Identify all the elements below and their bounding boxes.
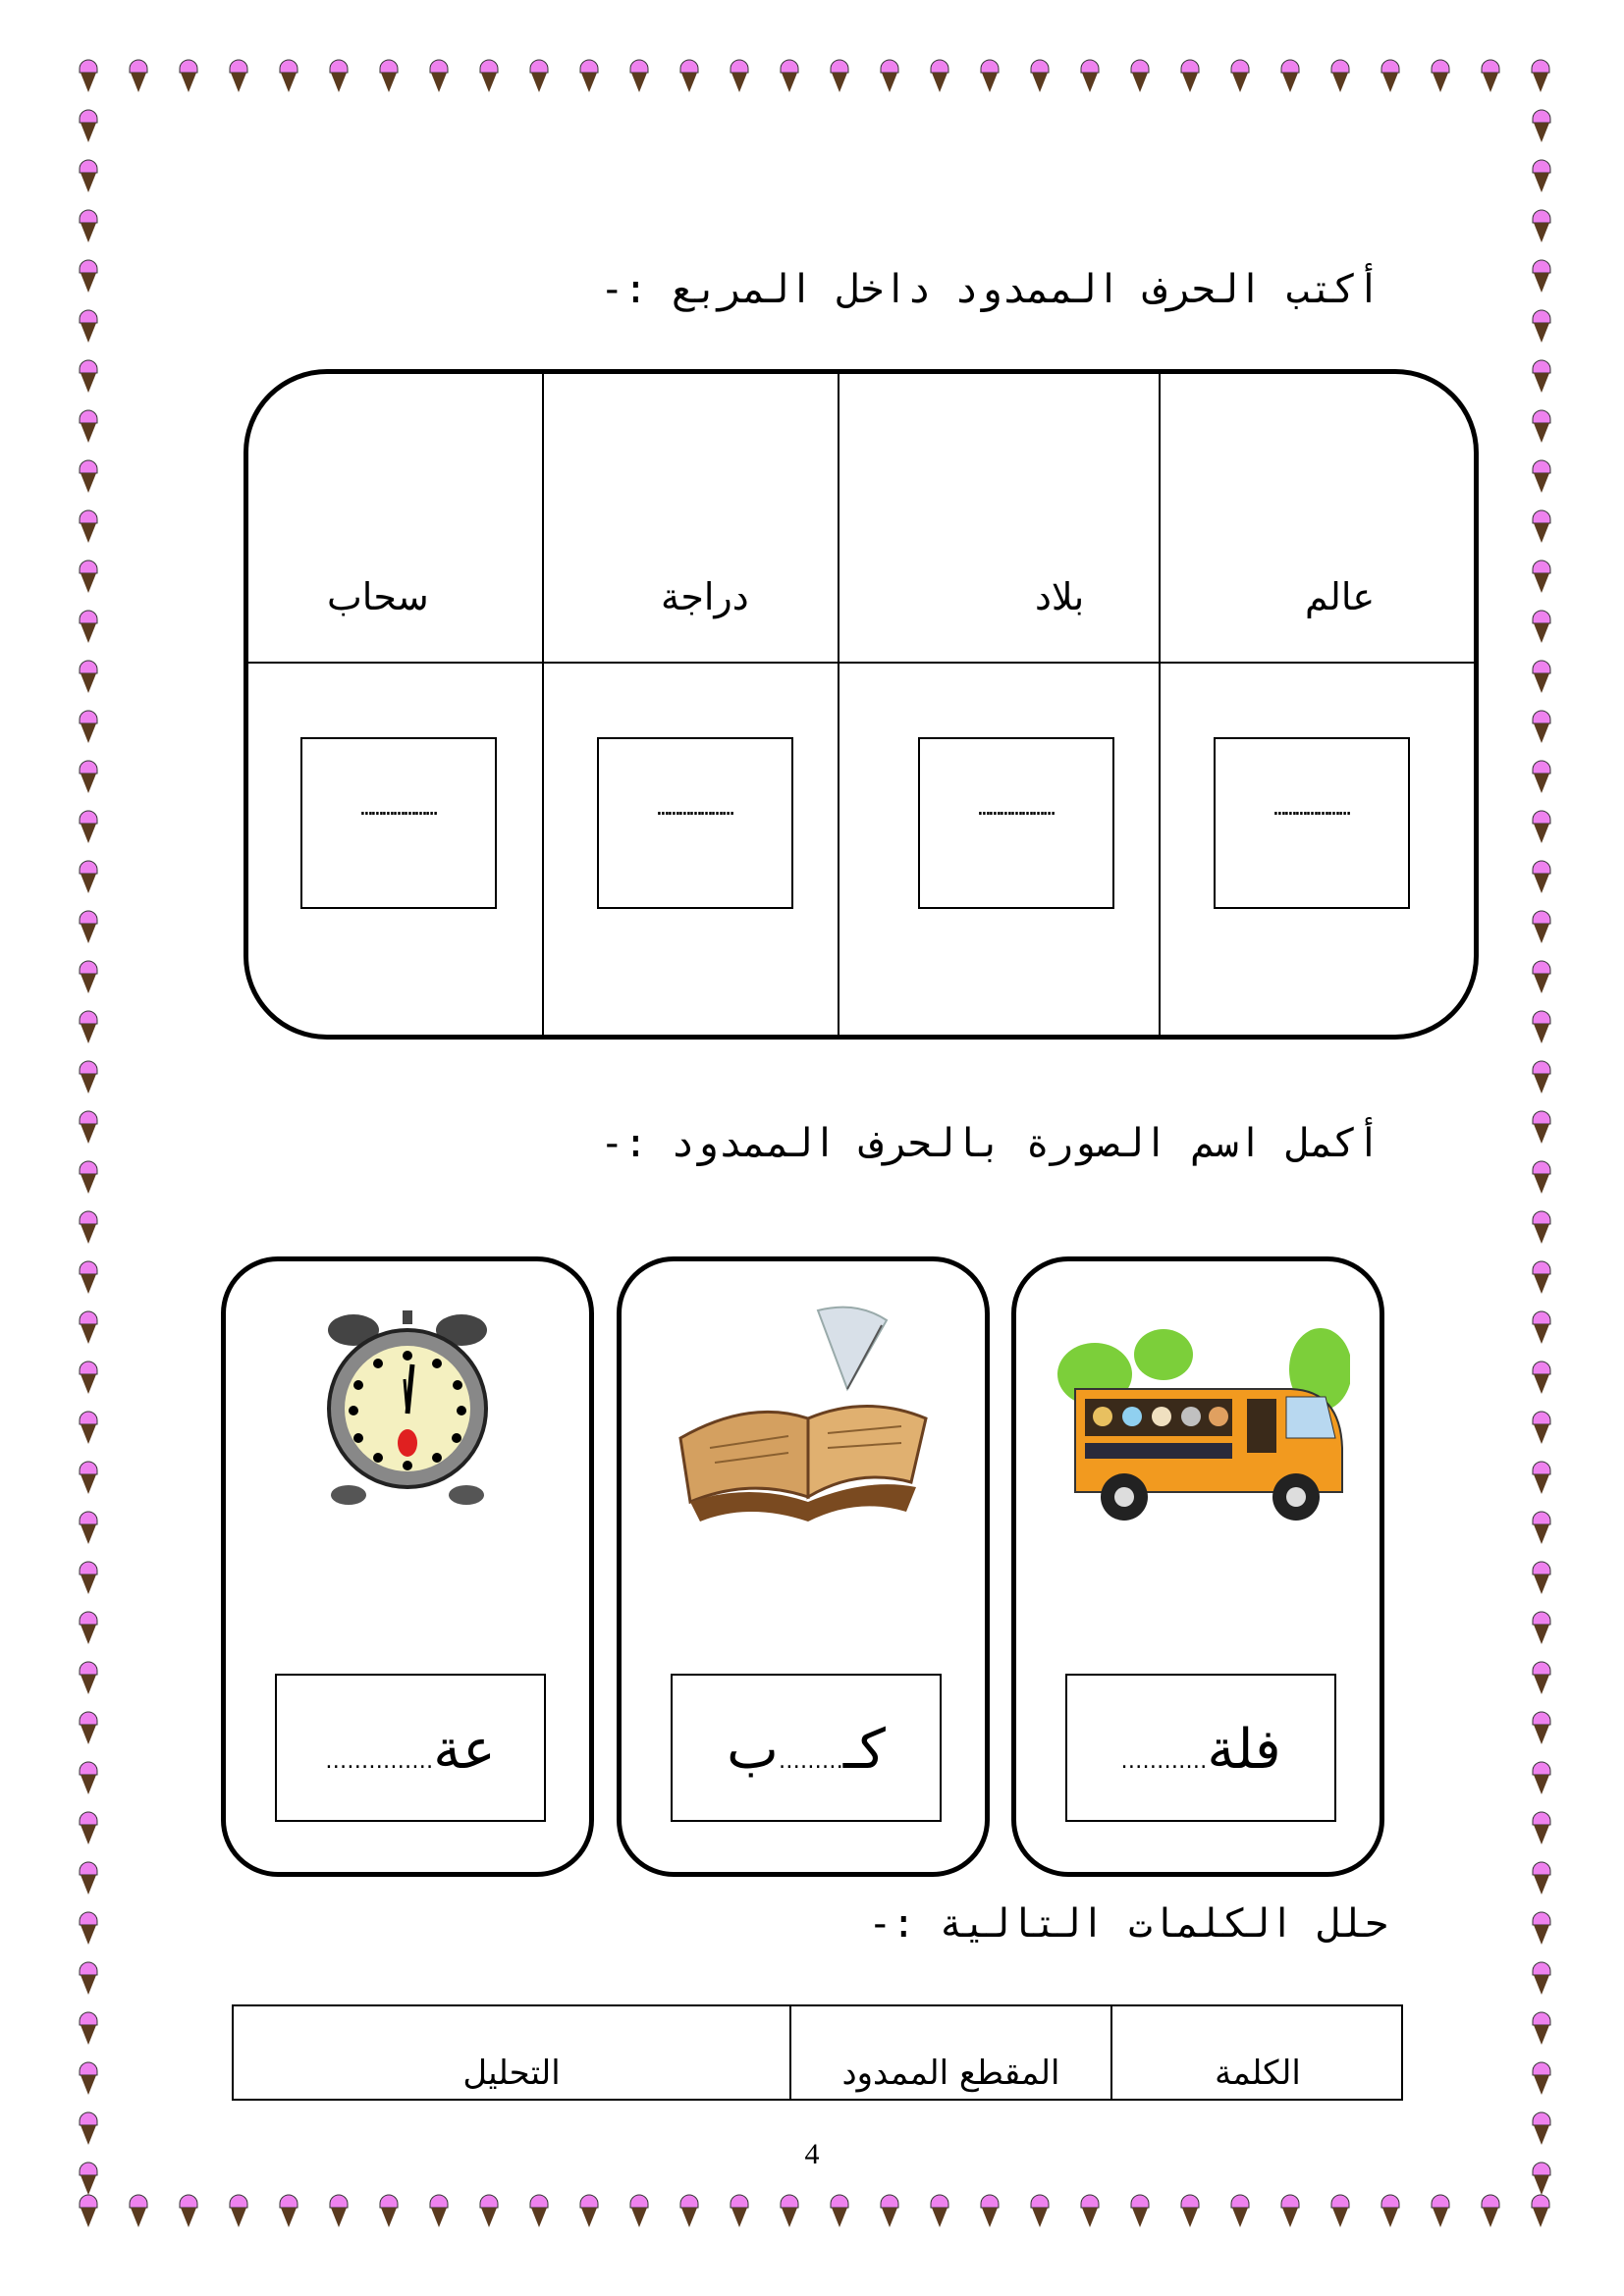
ice-cream-cone-icon	[330, 60, 348, 92]
ice-cream-cone-icon	[80, 2012, 97, 2045]
ice-cream-cone-icon	[831, 60, 848, 92]
ice-cream-cone-icon	[180, 60, 197, 92]
ice-cream-cone-icon	[731, 2195, 748, 2227]
ice-cream-cone-icon	[1533, 761, 1550, 793]
ice-cream-cone-icon	[1231, 60, 1249, 92]
ice-cream-cone-icon	[680, 2195, 698, 2227]
ice-cream-cone-icon	[80, 911, 97, 943]
ice-cream-cone-icon	[80, 861, 97, 893]
ice-cream-cone-icon	[1181, 60, 1199, 92]
ice-cream-cone-icon	[230, 60, 247, 92]
ice-cream-cone-icon	[580, 60, 598, 92]
ice-cream-cone-icon	[80, 1061, 97, 1094]
picture-card-bus	[1011, 1256, 1384, 1877]
ice-cream-cone-icon	[881, 2195, 898, 2227]
ice-cream-cone-icon	[1281, 2195, 1299, 2227]
ice-cream-cone-icon	[931, 60, 948, 92]
ice-cream-cone-icon	[80, 1362, 97, 1394]
ice-cream-cone-icon	[1432, 2195, 1449, 2227]
ice-cream-cone-icon	[1533, 510, 1550, 543]
ice-cream-cone-icon	[80, 711, 97, 743]
ice-cream-cone-icon	[781, 2195, 798, 2227]
ice-cream-cone-icon	[981, 60, 999, 92]
analysis-table	[232, 2004, 1403, 2101]
ice-cream-cone-icon	[1533, 460, 1550, 493]
ice-cream-cone-icon	[1533, 1261, 1550, 1294]
answer-placeholder: …………………	[657, 796, 733, 820]
picture-card-book	[617, 1256, 990, 1877]
ice-cream-cone-icon	[580, 2195, 598, 2227]
ice-cream-cone-icon	[80, 1412, 97, 1444]
ice-cream-cone-icon	[1532, 2195, 1549, 2227]
ice-cream-cone-icon	[80, 310, 97, 343]
answer-placeholder: …………………	[360, 796, 437, 820]
ice-cream-cone-icon	[80, 1962, 97, 1995]
ice-cream-cone-icon	[1533, 561, 1550, 593]
column-divider	[542, 374, 544, 1035]
ice-cream-cone-icon	[80, 160, 97, 192]
ice-cream-cone-icon	[80, 1161, 97, 1194]
ice-cream-cone-icon	[1533, 1412, 1550, 1444]
picture-card-clock	[221, 1256, 594, 1877]
ice-cream-cone-icon	[1533, 1161, 1550, 1194]
answer-placeholder: …………………	[978, 796, 1055, 820]
ice-cream-cone-icon	[831, 2195, 848, 2227]
ice-cream-cone-icon	[80, 510, 97, 543]
ice-cream-cone-icon	[80, 360, 97, 393]
ice-cream-cone-icon	[1031, 2195, 1049, 2227]
ice-cream-cone-icon	[1533, 861, 1550, 893]
ice-cream-cone-icon	[1432, 60, 1449, 92]
ice-cream-cone-icon	[1533, 1211, 1550, 1244]
section3-heading: حلل الكلمات التالية :-	[868, 1901, 1388, 1947]
ice-cream-cone-icon	[80, 260, 97, 293]
ice-cream-cone-icon	[80, 1211, 97, 1244]
ice-cream-cone-icon	[80, 761, 97, 793]
answer-box[interactable]	[597, 737, 793, 909]
ice-cream-cone-icon	[130, 2195, 147, 2227]
ice-cream-cone-icon	[80, 661, 97, 693]
ice-cream-cone-icon	[480, 2195, 498, 2227]
answer-box[interactable]	[918, 737, 1114, 909]
ice-cream-cone-icon	[1482, 2195, 1499, 2227]
ice-cream-cone-icon	[80, 2195, 97, 2227]
ice-cream-cone-icon	[230, 2195, 247, 2227]
ice-cream-cone-icon	[80, 1512, 97, 1544]
section2-heading: أكمل اسم الصورة بالحرف الممدود :-	[600, 1121, 1380, 1166]
ice-cream-cone-icon	[1482, 60, 1499, 92]
ice-cream-cone-icon	[1533, 1612, 1550, 1644]
ice-cream-cone-icon	[1533, 1562, 1550, 1594]
ice-cream-cone-icon	[80, 1812, 97, 1844]
page-number: 4	[804, 2138, 820, 2170]
ice-cream-cone-icon	[380, 2195, 398, 2227]
word-cell: عالم	[1305, 575, 1376, 618]
ice-cream-cone-icon	[931, 2195, 948, 2227]
ice-cream-cone-icon	[80, 2062, 97, 2095]
row-divider	[248, 662, 1474, 664]
ice-cream-cone-icon	[1181, 2195, 1199, 2227]
ice-cream-cone-icon	[1533, 1061, 1550, 1094]
ice-cream-cone-icon	[1533, 1662, 1550, 1694]
ice-cream-cone-icon	[80, 561, 97, 593]
ice-cream-cone-icon	[1533, 2012, 1550, 2045]
ice-cream-cone-icon	[180, 2195, 197, 2227]
ice-cream-cone-icon	[80, 1462, 97, 1494]
header-word: الكلمة	[1215, 2054, 1301, 2093]
ice-cream-cone-icon	[731, 60, 748, 92]
ice-cream-cone-icon	[1533, 210, 1550, 242]
word-prefix: كـ	[842, 1718, 886, 1782]
blank-dots: ……………	[325, 1749, 434, 1774]
ice-cream-cone-icon	[80, 1111, 97, 1144]
ice-cream-cone-icon	[1533, 110, 1550, 142]
ice-cream-cone-icon	[1532, 60, 1549, 92]
ice-cream-cone-icon	[1533, 1712, 1550, 1744]
alarm-clock-icon	[265, 1301, 560, 1526]
ice-cream-cone-icon	[80, 210, 97, 242]
answer-box[interactable]	[300, 737, 497, 909]
ice-cream-cone-icon	[630, 60, 648, 92]
ice-cream-cone-icon	[80, 1311, 97, 1344]
word-completion-box[interactable]	[275, 1674, 546, 1822]
ice-cream-cone-icon	[80, 1562, 97, 1594]
ice-cream-cone-icon	[1081, 2195, 1099, 2227]
column-divider	[1159, 374, 1161, 1035]
ice-cream-cone-icon	[1533, 160, 1550, 192]
header-analysis: التحليل	[234, 2006, 791, 2099]
ice-cream-cone-icon	[80, 460, 97, 493]
ice-cream-cone-icon	[1533, 1812, 1550, 1844]
word-suffix: عة	[433, 1718, 496, 1782]
ice-cream-cone-icon	[1231, 2195, 1249, 2227]
ice-cream-cone-icon	[1533, 911, 1550, 943]
ice-cream-cone-icon	[80, 1662, 97, 1694]
ice-cream-cone-icon	[280, 60, 298, 92]
word-completion-box[interactable]	[1065, 1674, 1336, 1822]
ice-cream-cone-icon	[1081, 60, 1099, 92]
answer-box[interactable]	[1214, 737, 1410, 909]
ice-cream-cone-icon	[1533, 360, 1550, 393]
ice-cream-cone-icon	[80, 1712, 97, 1744]
ice-cream-cone-icon	[1381, 2195, 1399, 2227]
ice-cream-cone-icon	[80, 611, 97, 643]
ice-cream-cone-icon	[1533, 1512, 1550, 1544]
blank-dots: ………	[778, 1749, 843, 1774]
ice-cream-cone-icon	[1533, 1912, 1550, 1945]
word-suffix: ب	[727, 1718, 779, 1782]
ice-cream-cone-icon	[1533, 410, 1550, 443]
ice-cream-cone-icon	[480, 60, 498, 92]
word-cell: سحاب	[327, 575, 429, 618]
ice-cream-cone-icon	[1533, 611, 1550, 643]
ice-cream-cone-icon	[1533, 711, 1550, 743]
ice-cream-cone-icon	[330, 2195, 348, 2227]
answer-placeholder: …………………	[1273, 796, 1350, 820]
ice-cream-cone-icon	[80, 110, 97, 142]
ice-cream-cone-icon	[1331, 60, 1349, 92]
ice-cream-cone-icon	[130, 60, 147, 92]
ice-cream-cone-icon	[1533, 1111, 1550, 1144]
ice-cream-cone-icon	[630, 2195, 648, 2227]
ice-cream-cone-icon	[380, 60, 398, 92]
ice-cream-cone-icon	[1533, 1362, 1550, 1394]
ice-cream-cone-icon	[1533, 1962, 1550, 1995]
school-bus-icon	[1056, 1301, 1350, 1526]
ice-cream-cone-icon	[80, 811, 97, 843]
open-book-icon	[661, 1301, 955, 1526]
ice-cream-cone-icon	[1031, 60, 1049, 92]
ice-cream-cone-icon	[80, 410, 97, 443]
ice-cream-cone-icon	[781, 60, 798, 92]
write-letter-table	[244, 369, 1479, 1040]
ice-cream-cone-icon	[981, 2195, 999, 2227]
word-completion-box[interactable]	[671, 1674, 942, 1822]
ice-cream-cone-icon	[1533, 961, 1550, 993]
ice-cream-cone-icon	[1533, 661, 1550, 693]
ice-cream-cone-icon	[1533, 1311, 1550, 1344]
ice-cream-cone-icon	[1131, 60, 1149, 92]
ice-cream-cone-icon	[430, 2195, 448, 2227]
blank-dots: …………	[1120, 1749, 1208, 1774]
ice-cream-cone-icon	[80, 1762, 97, 1794]
ice-cream-cone-icon	[80, 1912, 97, 1945]
ice-cream-cone-icon	[1533, 811, 1550, 843]
ice-cream-cone-icon	[1533, 1011, 1550, 1043]
ice-cream-cone-icon	[80, 60, 97, 92]
ice-cream-cone-icon	[80, 1612, 97, 1644]
ice-cream-cone-icon	[1533, 1762, 1550, 1794]
word-cell: دراجة	[661, 575, 749, 618]
ice-cream-cone-icon	[80, 961, 97, 993]
ice-cream-cone-icon	[1381, 60, 1399, 92]
ice-cream-cone-icon	[80, 1011, 97, 1043]
ice-cream-cone-icon	[1131, 2195, 1149, 2227]
section1-heading: أكتب الحرف الممدود داخل المربع :-	[600, 267, 1380, 312]
header-long-syllable: المقطع الممدود	[791, 2006, 1112, 2099]
ice-cream-cone-icon	[1533, 1862, 1550, 1895]
ice-cream-cone-icon	[530, 2195, 548, 2227]
ice-cream-cone-icon	[1281, 60, 1299, 92]
ice-cream-cone-icon	[1533, 2062, 1550, 2095]
ice-cream-cone-icon	[1533, 310, 1550, 343]
ice-cream-cone-icon	[1533, 1462, 1550, 1494]
column-divider	[838, 374, 839, 1035]
ice-cream-cone-icon	[530, 60, 548, 92]
word-suffix: فلة	[1207, 1718, 1281, 1782]
ice-cream-cone-icon	[1331, 2195, 1349, 2227]
ice-cream-cone-icon	[280, 2195, 298, 2227]
ice-cream-cone-icon	[80, 1261, 97, 1294]
ice-cream-cone-icon	[430, 60, 448, 92]
ice-cream-cone-icon	[1533, 260, 1550, 293]
ice-cream-cone-icon	[881, 60, 898, 92]
ice-cream-cone-icon	[80, 1862, 97, 1895]
ice-cream-cone-icon	[680, 60, 698, 92]
word-cell: بلاد	[1035, 575, 1085, 618]
